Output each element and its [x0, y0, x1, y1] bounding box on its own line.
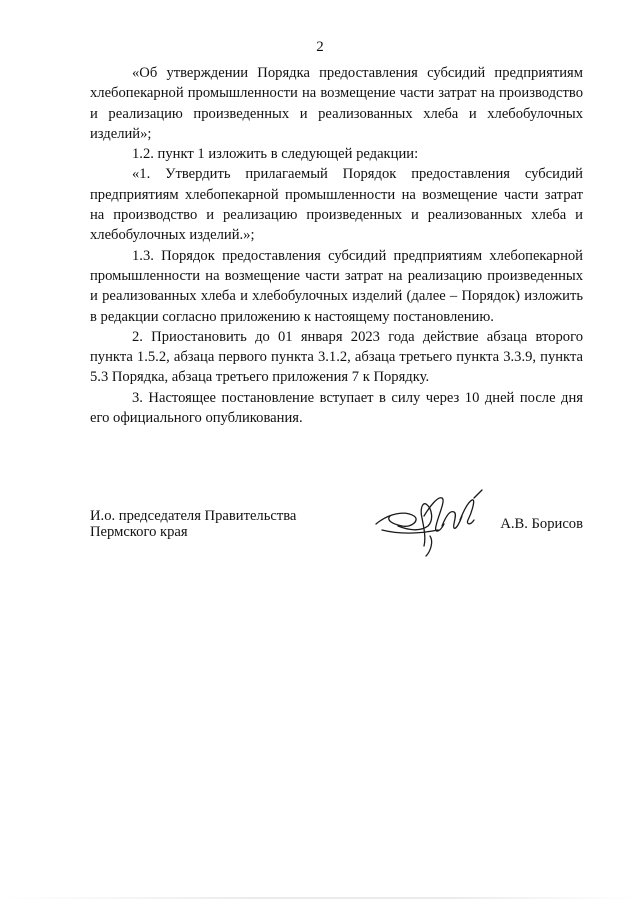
signatory-position-line-1: И.о. председателя Правительства: [90, 508, 297, 524]
document-body: [90, 63, 583, 428]
paragraph-approve-order: «1. Утвердить прилагаемый Порядок предоставления субсидий предприятиям хлебопекарной промышленности на возмещение части затрат на производство и реализацию произведенных и реализованных хлеба и хлебобулочных изделий.»;: [90, 166, 583, 244]
signatory-position: [90, 508, 350, 540]
handwritten-signature: [368, 486, 490, 562]
signatory-position-line-2: Пермского края: [90, 524, 188, 540]
paragraph-item-3: 3. Настоящее постановление вступает в силу через 10 дней после дня его официального опубликования.: [90, 389, 583, 427]
paragraph-item-1-3: 1.3. Порядок предоставления субсидий предприятиям хлебопекарной промышленности на возмещение части затрат на реализацию произведенных и реализованных хлеба и хлебобулочных изделий (далее – Порядок) изложить в редакции согласно приложению к настоящему постановлению.: [90, 247, 583, 325]
page-number: 2: [316, 39, 324, 55]
paragraph-item-1-2: 1.2. пункт 1 изложить в следующей редакции:: [132, 146, 419, 163]
paragraph-item-2: 2. Приостановить до 01 января 2023 года действие абзаца второго пункта 1.5.2, абзаца первого пункта 3.1.2, абзаца третьего пункта 3.3.9, пункта 5.3 Порядка, абзаца третьего приложения 7 к Порядку.: [90, 328, 583, 386]
signature-block: [90, 508, 583, 558]
signatory-name: А.В. Борисов: [500, 516, 583, 532]
scan-edge-shadow: [0, 897, 640, 899]
paragraph-resolution-title: «Об утверждении Порядка предоставления субсидий предприятиям хлебопекарной промышленности на возмещение части затрат на производство и реализацию произведенных и реализованных хлеба и хлебобулочных изделий»;: [90, 65, 583, 142]
